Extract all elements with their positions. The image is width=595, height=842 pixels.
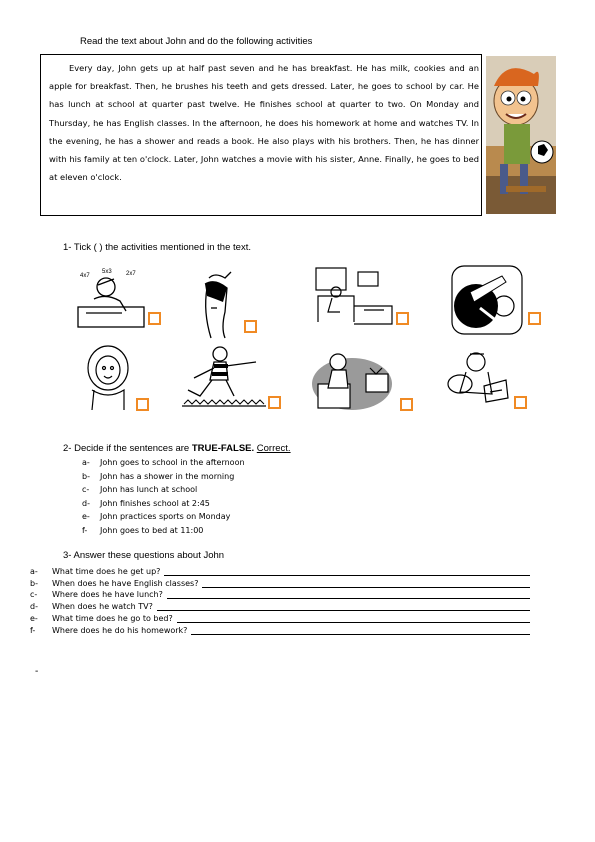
question-2-heading: [63, 443, 291, 454]
question-3-heading: 3- Answer these questions about John: [63, 550, 225, 561]
list-item: b- When does he have English classes?: [30, 576, 530, 588]
playing-sport-picture: [180, 344, 268, 410]
q2-bold: TRUE-FALSE.: [191, 443, 255, 454]
tickbox-4[interactable]: [528, 312, 541, 325]
list-item: f- John goes to bed at 11:00: [82, 525, 204, 535]
answer-line[interactable]: [167, 590, 530, 599]
list-item: c- Where does he have lunch?: [30, 588, 530, 600]
question-1-heading: 1- Tick ( ) the activities mentioned in the text.: [63, 242, 251, 253]
list-item: b- John has a shower in the morning: [82, 471, 235, 481]
tickbox-1[interactable]: [148, 312, 161, 325]
reading-text: Every day, John gets up at half past seven and he has breakfast. He has milk, cookies and an apple for breakfast. Then, he brushes his teeth and gets dressed. Later, he goes to school by car. He has lunch at school at quarter past twelve. He finishes school at quarter to two. On Monday and Thursday, he has English classes. In the afternoon, he does his homework at home and watches TV. In the evening, he has a shower and reads a book. He also plays with his brothers. Then, he has dinner with his family at ten o'clock. Later, John watches a movie with his sister, Anne. Finally, he goes to bed at eleven o'clock.: [49, 63, 479, 183]
cartoon-boy-illustration: [486, 56, 556, 214]
list-item: f- Where does he do his homework?: [30, 623, 530, 635]
watching-tv-picture: [308, 348, 396, 414]
getting-dressed-picture: [195, 268, 245, 340]
q2-underlined: Correct.: [256, 443, 291, 454]
list-item: a- What time does he get up?: [30, 564, 530, 576]
list-item: c- John has lunch at school: [82, 485, 198, 494]
answer-line[interactable]: [202, 579, 530, 588]
list-item: d- When does he watch TV?: [30, 599, 530, 611]
tickbox-3[interactable]: [396, 312, 409, 325]
tickbox-5[interactable]: [136, 398, 149, 411]
tickbox-6[interactable]: [268, 396, 281, 409]
answer-line[interactable]: [191, 626, 530, 635]
svg-text:5x3: 5x3: [102, 269, 112, 275]
footer-mark: -: [35, 666, 39, 677]
list-item: e- John practices sports on Monday: [82, 512, 231, 521]
reading-text-box: [40, 54, 482, 216]
washing-face-picture: [78, 340, 140, 412]
answer-line[interactable]: [177, 614, 530, 623]
list-item: a- John goes to school in the afternoon: [82, 458, 245, 467]
answer-line[interactable]: [164, 567, 530, 576]
reading-book-picture: [440, 350, 512, 412]
playing-guitar-picture: [450, 262, 526, 338]
svg-text:4x7: 4x7: [80, 273, 90, 279]
list-item: e- What time does he go to bed?: [30, 611, 530, 623]
true-false-list: [82, 458, 245, 539]
tickbox-2[interactable]: [244, 320, 257, 333]
worksheet-title: Read the text about John and do the following activities: [80, 36, 313, 47]
answer-questions-list: [30, 564, 530, 635]
q2-prefix: 2- Decide if the sentences are: [63, 443, 192, 454]
svg-text:2x7: 2x7: [126, 271, 136, 277]
bedroom-picture: [314, 266, 396, 330]
tickbox-7[interactable]: [400, 398, 413, 411]
answer-line[interactable]: [157, 602, 530, 611]
list-item: d- John finishes school at 2:45: [82, 498, 210, 508]
studying-boy-picture: [72, 265, 150, 331]
tickbox-8[interactable]: [514, 396, 527, 409]
